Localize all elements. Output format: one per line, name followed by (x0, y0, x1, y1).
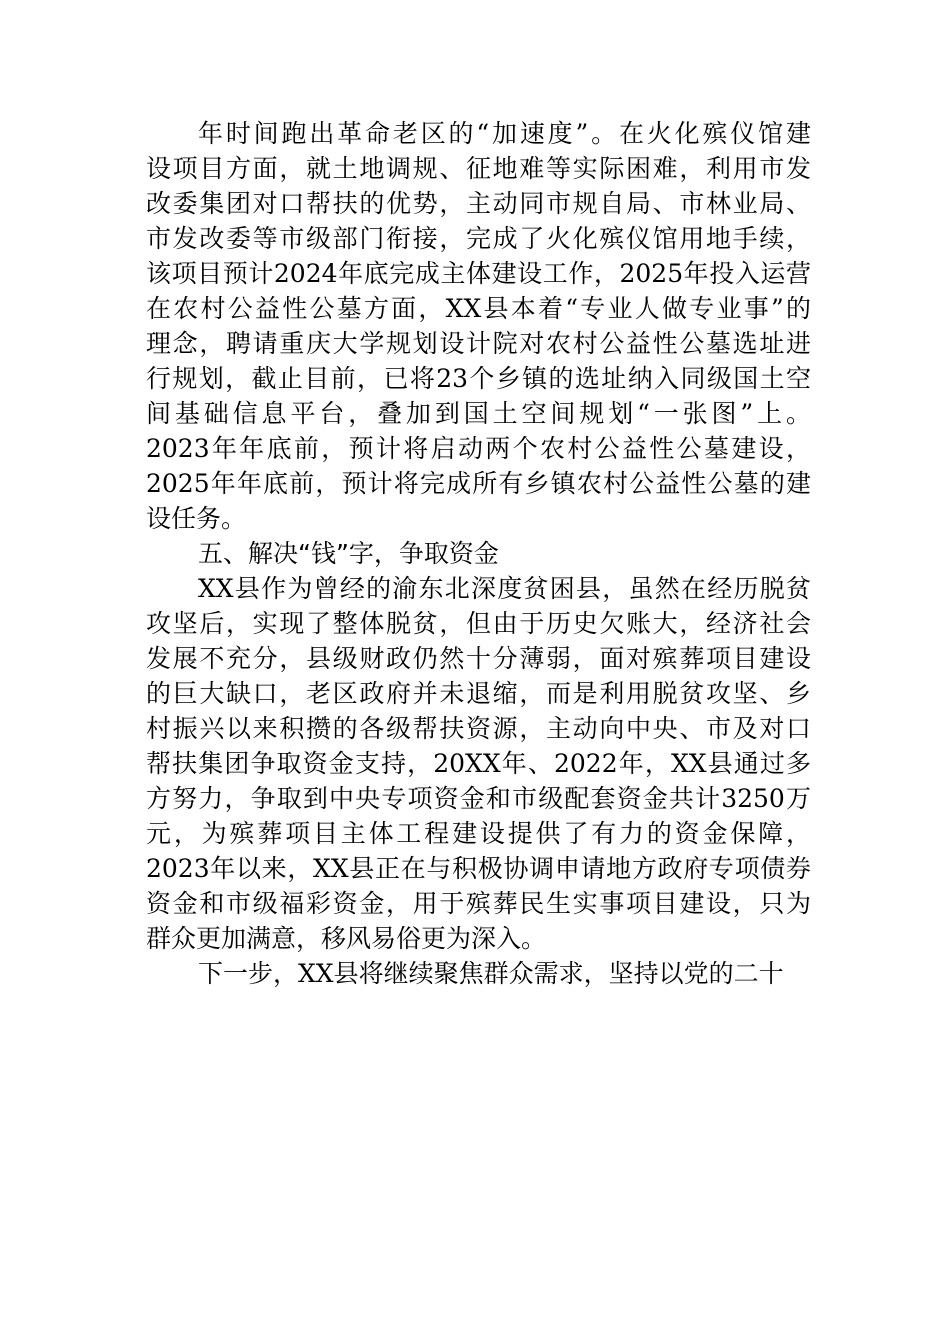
paragraph-line: 2025年年底前，预计将完成所有乡镇农村公益性公墓的建 (146, 469, 811, 498)
paragraph-line: 在农村公益性公墓方面，XX县本着“专业人做专业事”的 (146, 294, 811, 323)
paragraph-line: 攻坚后，实现了整体脱贫，但由于历史欠账大，经济社会 (146, 609, 811, 638)
document-body (146, 116, 811, 991)
paragraph-line: 理念，聘请重庆大学规划设计院对农村公益性公墓选址进 (146, 329, 811, 358)
paragraph-line: 方努力，争取到中央专项资金和市级配套资金共计3250万 (146, 784, 811, 813)
paragraph-line: 2023年年底前，预计将启动两个农村公益性公墓建设， (146, 434, 811, 463)
paragraph-line: 间基础信息平台，叠加到国土空间规划“一张图”上。 (146, 399, 811, 428)
paragraph-line: 发展不充分，县级财政仍然十分薄弱，面对殡葬项目建设 (146, 644, 811, 673)
paragraph-line: 改委集团对口帮扶的优势，主动同市规自局、市林业局、 (146, 189, 811, 218)
paragraph-line: 市发改委等市级部门衔接，完成了火化殡仪馆用地手续， (146, 224, 811, 253)
section-heading: 五、解决“钱”字，争取资金 (198, 539, 499, 568)
paragraph-line: 设任务。 (146, 504, 247, 533)
paragraph-line: 村振兴以来积攒的各级帮扶资源，主动向中央、市及对口 (146, 714, 811, 743)
paragraph-line: 年时间跑出革命老区的“加速度”。在火化殡仪馆建 (198, 119, 811, 148)
paragraph-line: 群众更加满意，移风易俗更为深入。 (146, 924, 547, 953)
paragraph-line: 行规划，截止目前，已将23个乡镇的选址纳入同级国土空 (146, 364, 811, 393)
paragraph-line: 下一步，XX县将继续聚焦群众需求，坚持以党的二十 (198, 959, 784, 988)
paragraph-line: 的巨大缺口，老区政府并未退缩，而是利用脱贫攻坚、乡 (146, 679, 811, 708)
paragraph-line: 2023年以来，XX县正在与积极协调申请地方政府专项债券 (146, 854, 811, 883)
paragraph-line: 元，为殡葬项目主体工程建设提供了有力的资金保障， (146, 819, 811, 848)
paragraph-line: 该项目预计2024年底完成主体建设工作，2025年投入运营 (146, 259, 811, 288)
paragraph-line: 资金和市级福彩资金，用于殡葬民生实事项目建设，只为 (146, 889, 811, 918)
paragraph-line: XX县作为曾经的渝东北深度贫困县，虽然在经历脱贫 (198, 574, 811, 603)
paragraph-line: 帮扶集团争取资金支持，20XX年、2022年，XX县通过多 (146, 749, 811, 778)
paragraph-line: 设项目方面，就土地调规、征地难等实际困难，利用市发 (146, 154, 811, 183)
